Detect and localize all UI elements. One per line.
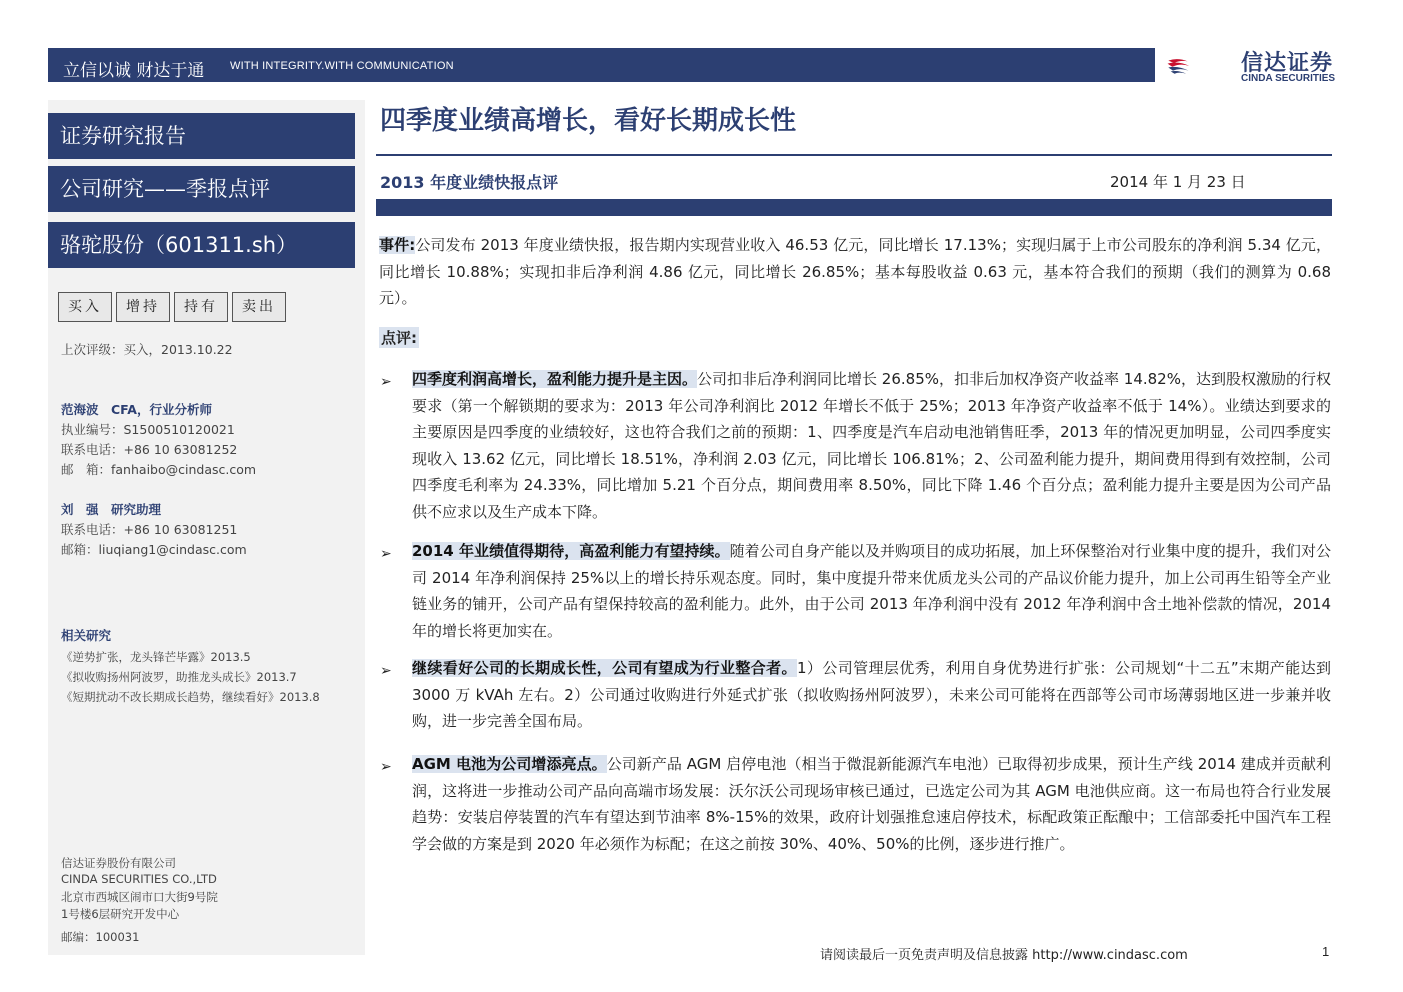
related-item[interactable]: 《短期扰动不改长期成长趋势，继续看好》2013.8 — [61, 690, 320, 704]
footer-disclaimer[interactable]: 请阅读最后一页免责声明及信息披露 http://www.cindasc.com — [820, 948, 1188, 963]
comment-label: 点评: — [381, 329, 417, 347]
related-title: 相关研究 — [61, 628, 112, 643]
report-type: 证券研究报告 — [48, 113, 355, 159]
bullet-arrow-icon: ➢ — [380, 373, 392, 389]
stock-name: 骆驼股份（601311.sh） — [48, 222, 355, 268]
rating-hold[interactable]: 持有 — [174, 292, 228, 322]
sidebar — [48, 100, 365, 955]
point-head: 四季度利润高增长，盈利能力提升是主因。 — [412, 370, 698, 388]
subtitle-bar — [376, 199, 1332, 216]
event-paragraph — [379, 232, 1331, 312]
title-divider — [376, 154, 1332, 156]
company-name-cn: 信达证券股份有限公司 — [61, 856, 176, 870]
point-paragraph — [412, 366, 1331, 525]
analyst1-email[interactable]: 邮 箱：fanhaibo@cindasc.com — [61, 462, 257, 477]
analyst2-email[interactable]: 邮箱：liuqiang1@cindasc.com — [61, 542, 247, 557]
report-category: 公司研究——季报点评 — [48, 166, 355, 212]
rating-buy[interactable]: 买入 — [58, 292, 112, 322]
logo-text-cn: 信达证券 — [1241, 51, 1334, 76]
company-name-en: CINDA SECURITIES CO.,LTD — [61, 872, 217, 886]
point-text: 1）公司管理层优秀，利用自身优势进行扩张：公司规划“十二五”末期产能达到 3000 万 kVAh 左右。2）公司通过收购进行外延式扩张（拟收购扬州阿波罗），未来公司可能将在西部等公司市场薄弱地区进一步兼并收购，进一步完善全国布局。 — [412, 659, 1331, 730]
point-paragraph — [412, 655, 1331, 735]
report-date: 2014 年 1 月 23 日 — [1110, 173, 1246, 191]
point-paragraph — [412, 751, 1331, 857]
analyst2-name: 刘 强 研究助理 — [61, 502, 162, 517]
last-rating: 上次评级：买入，2013.10.22 — [61, 342, 233, 357]
point-paragraph — [412, 538, 1331, 644]
related-item[interactable]: 《拟收购扬州阿波罗，助推龙头成长》2013.7 — [61, 670, 297, 684]
point-text: 公司新产品 AGM 启停电池（相当于微混新能源汽车电池）已取得初步成果，预计生产线 2014 建成并贡献利润，这将进一步推动公司产品向高端市场发展：沃尔沃公司现场审核已通过，已选定公司为其 AGM 电池供应商。这一布局也符合行业发展趋势：安装启停装置的汽车有望达到节油率 8%-15%的效果，政府计划强推怠速启停技术，标配政策正酝酿中；工信部委托中国汽车工程学会做的方案是到 2020 年必须作为标配；在这之前按 30%、40%、50%的比例，逐步进行推广。 — [412, 755, 1331, 853]
page-number: 1 — [1322, 944, 1330, 959]
analyst1-name: 范海波 CFA，行业分析师 — [61, 402, 212, 417]
point-text: 公司扣非后净利润同比增长 26.85%，扣非后加权净资产收益率 14.82%，达到股权激励的行权要求（第一个解锁期的要求为：2013 年公司净利润比 2012 年增长不低于 25%；2013 年净资产收益率不低于 14%）。业绩达到要求的主要原因是四季度的业绩较好，这也符合我们之前的预期：1、四季度是汽车启动电池销售旺季，2013 年的情况更加明显，公司四季度实现收入 13.62 亿元，同比增长 18.51%，净利润 2.03 亿元，同比增长 106.81%；2、公司盈利能力提升，期间费用得到有效控制，公司四季度毛利率为 24.33%，同比增加 5.21 个百分点，期间费用率 8.50%，同比下降 1.46 个百分点；盈利能力提升主要是因为公司产品供不应求以及生产成本下降。 — [412, 370, 1331, 521]
point-head: 继续看好公司的长期成长性，公司有望成为行业整合者。 — [412, 659, 797, 677]
cinda-logo-icon — [1166, 44, 1232, 88]
slogan-cn: 立信以诚 财达于通 — [63, 61, 205, 81]
rating-overweight[interactable]: 增持 — [116, 292, 170, 322]
postcode: 邮编：100031 — [61, 930, 140, 944]
related-item[interactable]: 《逆势扩张，龙头锋芒毕露》2013.5 — [61, 650, 251, 664]
point-head: 2014 年业绩值得期待，高盈利能力有望持续。 — [412, 542, 730, 560]
address-line2: 1号楼6层研究开发中心 — [61, 907, 180, 921]
bullet-arrow-icon: ➢ — [380, 662, 392, 678]
rating-buttons — [58, 292, 286, 322]
analyst2-phone: 联系电话：+86 10 63081251 — [61, 522, 238, 537]
bullet-arrow-icon: ➢ — [380, 545, 392, 561]
point-head: AGM 电池为公司增添亮点。 — [412, 755, 607, 773]
analyst1-phone: 联系电话：+86 10 63081252 — [61, 442, 238, 457]
slogan-en: WITH INTEGRITY.WITH COMMUNICATION — [230, 60, 454, 72]
report-subtitle: 2013 年度业绩快报点评 — [380, 173, 559, 192]
logo-text-en: CINDA SECURITIES — [1241, 73, 1336, 84]
bullet-arrow-icon: ➢ — [380, 758, 392, 774]
analyst1-id: 执业编号：S1500510120021 — [61, 422, 235, 437]
rating-sell[interactable]: 卖出 — [232, 292, 286, 322]
address-line1: 北京市西城区闹市口大街9号院 — [61, 890, 218, 904]
header-bar — [48, 48, 1155, 82]
event-label: 事件: — [379, 236, 416, 254]
point-text: 随着公司自身产能以及并购项目的成功拓展，加上环保整治对行业集中度的提升，我们对公司 2014 年净利润保持 25%以上的增长持乐观态度。同时，集中度提升带来优质龙头公司的产品议价能力提升，加上公司再生铅等全产业链业务的铺开，公司产品有望保持较高的盈利能力。此外，由于公司 2013 年净利润中没有 2012 年净利润中含土地补偿款的情况，2014 年的增长将更加实在。 — [412, 542, 1331, 640]
event-text: 公司发布 2013 年度业绩快报，报告期内实现营业收入 46.53 亿元，同比增长 17.13%；实现归属于上市公司股东的净利润 5.34 亿元，同比增长 10.88%；实现扣非后净利润 4.86 亿元，同比增长 26.85%；基本每股收益 0.63 元，基本符合我们的预期（我们的测算为 0.68 元）。 — [379, 236, 1332, 307]
report-title: 四季度业绩高增长，看好长期成长性 — [380, 106, 797, 136]
